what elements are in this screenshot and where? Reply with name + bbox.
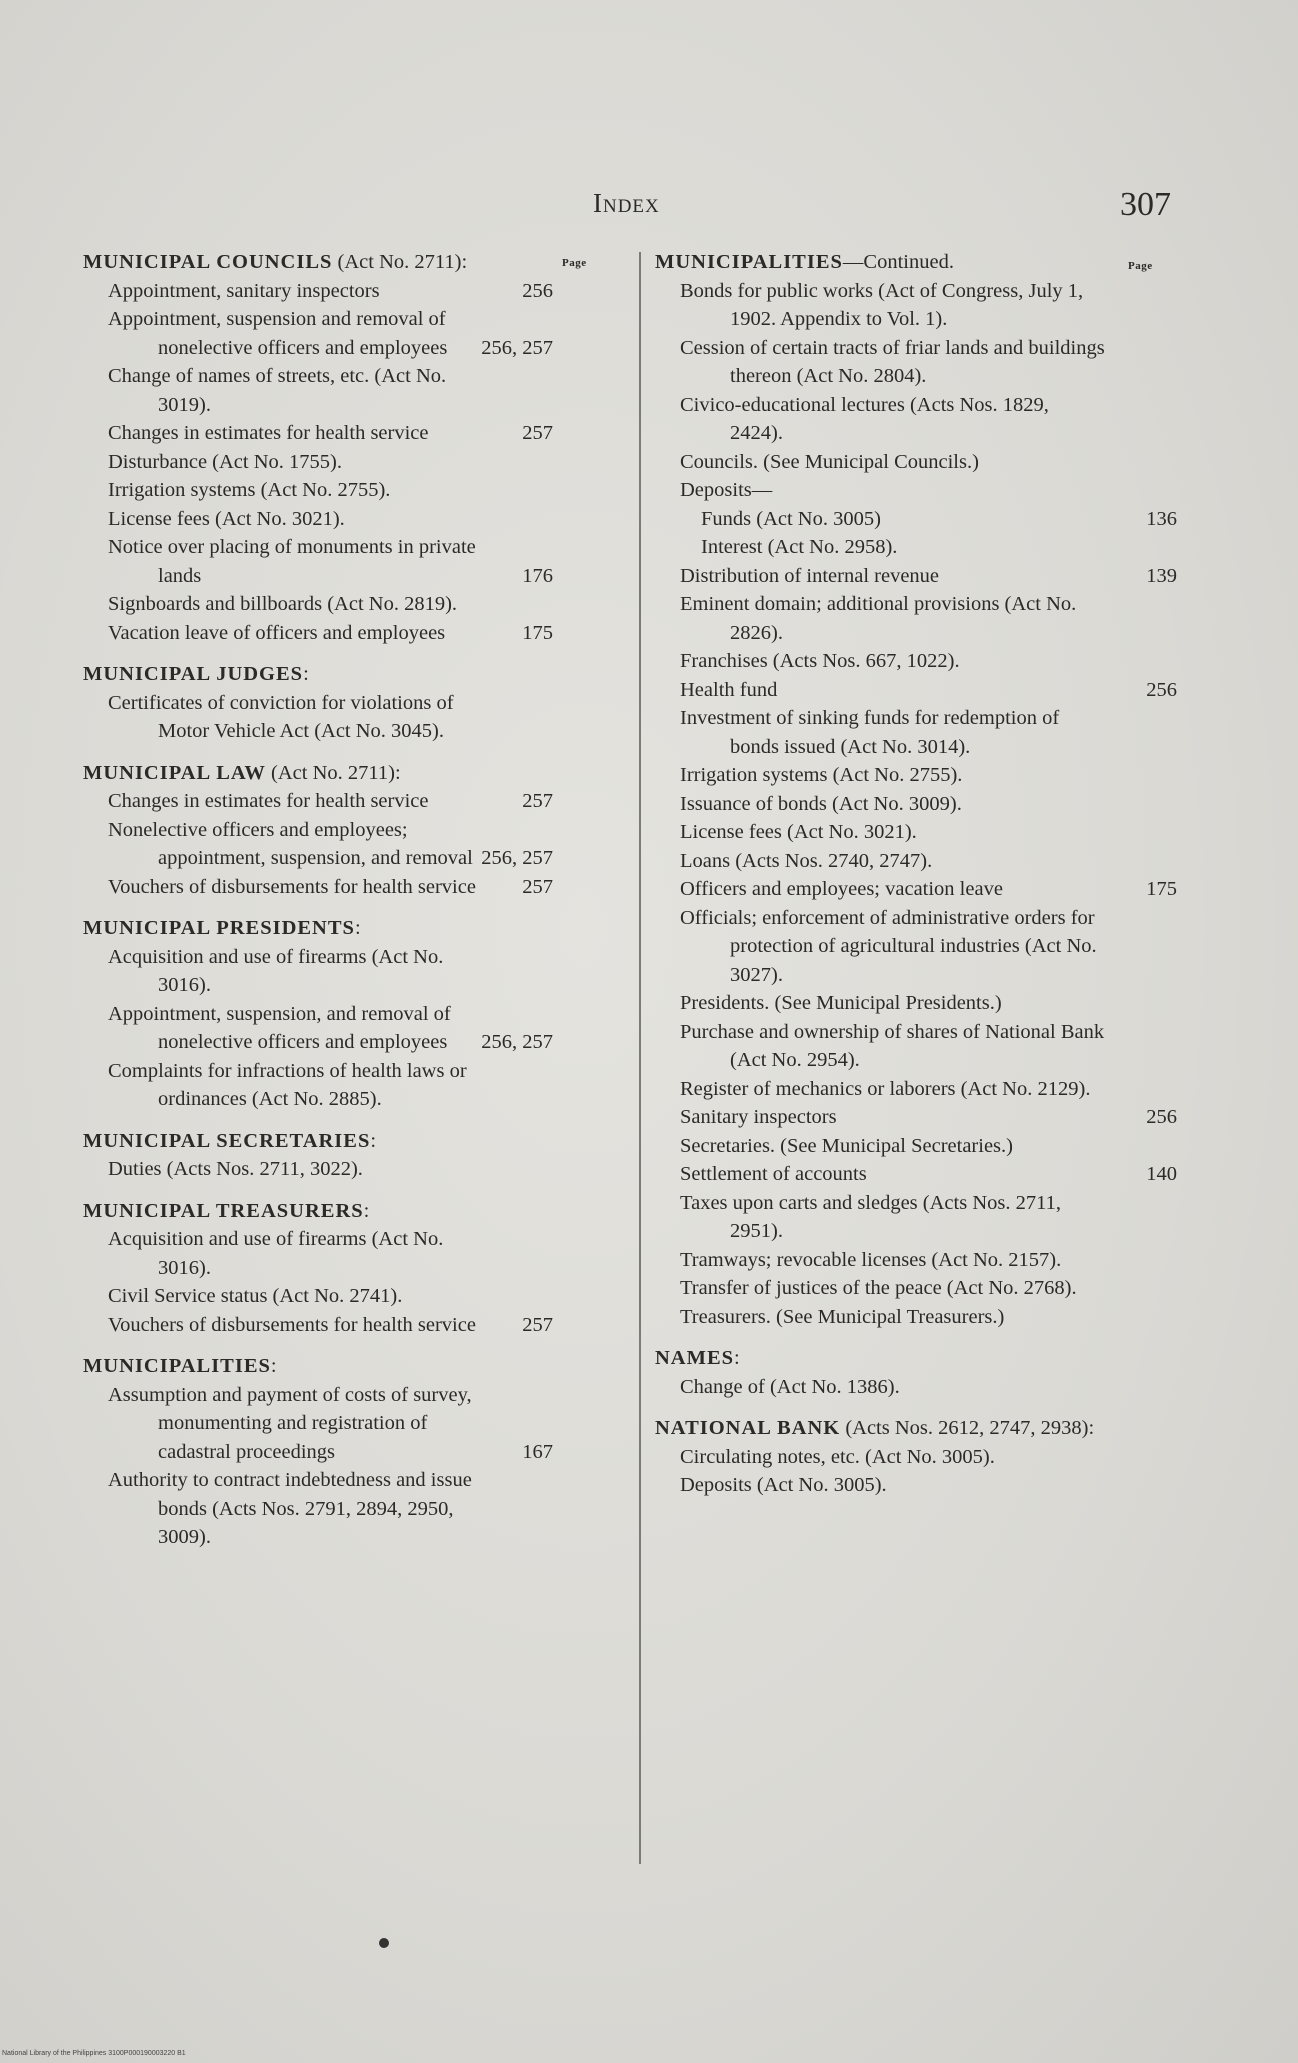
entry-page-ref: 256 — [522, 279, 553, 302]
entry-page-ref: 256, 257 — [481, 336, 553, 359]
index-entry — [83, 1000, 553, 1057]
entry-text: Purchase and ownership of shares of National Bank (Act No. 2954). — [680, 1020, 1105, 1071]
page-number: 307 — [1120, 186, 1171, 223]
entry-text: Civil Service status (Act No. 2741). — [108, 1285, 403, 1307]
entry-text: Complaints for infractions of health laws or ordinances (Act No. 2885). — [108, 1059, 467, 1110]
heading-term: MUNICIPAL JUDGES — [83, 663, 304, 685]
section-heading — [655, 248, 1177, 277]
heading-term: MUNICIPALITIES — [83, 1355, 271, 1377]
index-entry — [655, 1189, 1177, 1246]
entry-text: Councils. (See Municipal Councils.) — [680, 450, 979, 473]
index-entry — [83, 816, 553, 873]
entry-page-ref: 256, 257 — [481, 1031, 553, 1053]
entry-text: Notice over placing of monuments in private lands — [108, 536, 476, 587]
section-heading — [83, 759, 553, 788]
index-section — [83, 1352, 553, 1552]
index-entry — [655, 1160, 1177, 1189]
heading-term: MUNICIPAL PRESIDENTS — [83, 917, 355, 939]
entry-text: Presidents. (See Municipal Presidents.) — [680, 992, 1002, 1014]
entry-page-ref: 140 — [1146, 1163, 1177, 1185]
entry-text: Health fund — [680, 678, 778, 701]
index-entry — [655, 391, 1177, 448]
index-entry — [83, 873, 553, 902]
entry-text: Distribution of internal revenue — [680, 564, 940, 587]
index-entry — [655, 875, 1177, 904]
index-column-left — [83, 248, 553, 1565]
heading-note: : — [354, 917, 361, 939]
section-heading — [83, 1127, 553, 1156]
index-entry — [83, 419, 553, 448]
entry-text: Eminent domain; additional provisions (Act No. 2826). — [680, 593, 1077, 644]
index-entry — [655, 676, 1177, 705]
heading-note: : — [303, 663, 309, 685]
page-column-label-left: Page — [562, 257, 587, 269]
entry-text: Vacation leave of officers and employees — [108, 621, 446, 644]
index-entry — [655, 448, 1177, 477]
entry-page-ref: 256, 257 — [481, 847, 553, 869]
entry-text: Interest (Act No. 2958). — [701, 536, 898, 558]
section-heading — [83, 248, 553, 277]
entry-text: Deposits (Act No. 3005). — [680, 1474, 887, 1496]
heading-note: : — [734, 1347, 740, 1369]
entry-text: Authority to contract indebtedness and issue bonds (Acts Nos. 2791, 2894, 2950, 3009). — [108, 1469, 472, 1548]
index-entry — [83, 505, 553, 534]
index-section — [83, 660, 553, 746]
entry-page-ref: 175 — [522, 621, 553, 644]
entry-text: Secretaries. (See Municipal Secretaries.) — [680, 1134, 1013, 1157]
entry-text: Funds (Act No. 3005) — [701, 507, 881, 530]
index-entry — [655, 790, 1177, 819]
entry-text: Taxes upon carts and sledges (Acts Nos. 2711, 2951). — [680, 1191, 1061, 1242]
entry-page-ref: 136 — [1146, 507, 1177, 530]
entry-page-ref: 167 — [522, 1440, 553, 1463]
index-entry — [655, 847, 1177, 876]
entry-page-ref: 257 — [522, 790, 553, 812]
entry-text: Change of (Act No. 1386). — [680, 1375, 900, 1398]
entry-text: Change of names of streets, etc. (Act No. 3019). — [108, 365, 447, 416]
index-entry — [83, 448, 553, 477]
index-entry — [655, 761, 1177, 790]
section-heading — [655, 1344, 1177, 1373]
index-section — [83, 248, 553, 647]
section-heading — [83, 1197, 553, 1226]
index-section — [83, 1127, 553, 1184]
heading-note: (Act No. 2711): — [332, 251, 468, 273]
source-id: National Library of the Philippines 3100P000190003220 B1 — [2, 2050, 186, 2057]
heading-term: MUNICIPAL LAW — [83, 761, 266, 784]
index-section — [655, 1344, 1177, 1401]
entry-text: Signboards and billboards (Act No. 2819). — [108, 593, 458, 615]
index-section — [83, 1197, 553, 1340]
entry-page-ref: 176 — [522, 564, 553, 587]
heading-note: : — [370, 1129, 377, 1152]
entry-text: Appointment, sanitary inspectors — [108, 279, 380, 302]
index-entry — [83, 277, 553, 306]
page-column-label-right: Page — [1128, 260, 1153, 272]
entry-text: Nonelective officers and employees; appointment, suspension, and removal — [108, 818, 473, 869]
index-entry — [655, 1471, 1177, 1500]
section-heading — [655, 1414, 1177, 1443]
entry-text: Register of mechanics or laborers (Act No. 2129). — [680, 1077, 1091, 1100]
index-entry — [83, 943, 553, 1000]
index-entry — [83, 689, 553, 746]
entry-text: Appointment, suspension and removal of nonelective officers and employees — [108, 308, 448, 359]
entry-page-ref: 257 — [522, 422, 553, 444]
index-entry — [655, 704, 1177, 761]
entry-text: Transfer of justices of the peace (Act No. 2768). — [680, 1277, 1077, 1299]
entry-text: Appointment, suspension, and removal of nonelective officers and employees — [108, 1002, 451, 1053]
index-entry — [83, 362, 553, 419]
index-entry — [655, 1018, 1177, 1075]
section-heading — [83, 914, 553, 943]
index-entry — [655, 562, 1177, 591]
heading-term: NATIONAL BANK — [655, 1417, 841, 1439]
entry-text: Tramways; revocable licenses (Act No. 2157). — [680, 1248, 1062, 1271]
entry-text: Changes in estimates for health service — [108, 422, 429, 444]
index-entry — [655, 334, 1177, 391]
index-entry — [655, 904, 1177, 990]
index-entry — [655, 1103, 1177, 1132]
heading-note: : — [270, 1355, 277, 1377]
index-entry — [655, 533, 1177, 562]
entry-text: Changes in estimates for health service — [108, 790, 429, 812]
entry-text: Loans (Acts Nos. 2740, 2747). — [680, 849, 933, 872]
index-entry — [83, 1057, 553, 1114]
index-column-right — [655, 248, 1177, 1513]
heading-note: : — [363, 1199, 370, 1222]
index-entry — [655, 1246, 1177, 1275]
entry-text: Sanitary inspectors — [680, 1106, 837, 1128]
index-entry — [83, 1466, 553, 1552]
column-divider — [639, 252, 641, 1864]
entry-text: Officers and employees; vacation leave — [680, 878, 1003, 900]
entry-page-ref: 257 — [522, 1313, 553, 1336]
entry-text: Investment of sinking funds for redemption of bonds issued (Act No. 3014). — [680, 707, 1060, 758]
entry-text: Settlement of accounts — [680, 1163, 867, 1185]
entry-page-ref: 256 — [1146, 678, 1177, 701]
index-entry — [655, 1303, 1177, 1332]
entry-text: Acquisition and use of firearms (Act No. 3016). — [108, 945, 444, 996]
heading-note: (Acts Nos. 2612, 2747, 2938): — [840, 1417, 1095, 1439]
index-entry — [83, 1282, 553, 1311]
entry-text: Duties (Acts Nos. 2711, 3022). — [108, 1158, 363, 1180]
entry-text: Franchises (Acts Nos. 667, 1022). — [680, 650, 960, 672]
index-section — [655, 248, 1177, 1331]
entry-text: Bonds for public works (Act of Congress, July 1, 1902. Appendix to Vol. 1). — [680, 279, 1084, 330]
entry-text: Circulating notes, etc. (Act No. 3005). — [680, 1445, 995, 1468]
index-section — [83, 914, 553, 1114]
index-section — [83, 759, 553, 902]
entry-text: Vouchers of disbursements for health service — [108, 1313, 476, 1336]
entry-text: Disturbance (Act No. 1755). — [108, 450, 342, 473]
entry-page-ref: 256 — [1146, 1106, 1177, 1128]
index-entry — [655, 818, 1177, 847]
index-entry — [83, 305, 553, 362]
heading-term: MUNICIPAL TREASURERS — [83, 1199, 364, 1222]
section-heading — [83, 660, 553, 689]
index-entry — [655, 476, 1177, 505]
heading-note: —Continued. — [842, 251, 954, 273]
entry-text: Treasurers. (See Municipal Treasurers.) — [680, 1305, 1005, 1328]
index-entry — [83, 533, 553, 590]
index-entry — [655, 590, 1177, 647]
index-entry — [83, 787, 553, 816]
index-entry — [655, 1373, 1177, 1402]
entry-text: Cession of certain tracts of friar lands and buildings thereon (Act No. 2804). — [680, 336, 1105, 387]
heading-term: MUNICIPAL SECRETARIES — [83, 1129, 371, 1152]
index-entry — [655, 1274, 1177, 1303]
index-entry — [83, 1155, 553, 1184]
entry-text: License fees (Act No. 3021). — [108, 507, 345, 530]
index-entry — [83, 590, 553, 619]
index-entry — [655, 505, 1177, 534]
entry-text: Deposits— — [680, 479, 773, 501]
index-entry — [83, 1311, 553, 1340]
index-entry — [655, 1443, 1177, 1472]
index-entry — [83, 476, 553, 505]
entry-text: Issuance of bonds (Act No. 3009). — [680, 792, 962, 815]
section-heading — [83, 1352, 553, 1381]
entry-text: Irrigation systems (Act No. 2755). — [108, 479, 391, 501]
entry-text: Acquisition and use of firearms (Act No. 3016). — [108, 1228, 444, 1279]
entry-text: Irrigation systems (Act No. 2755). — [680, 764, 963, 786]
heading-term: NAMES — [655, 1347, 735, 1369]
ink-dot — [379, 1938, 389, 1948]
entry-text: Assumption and payment of costs of survey, monumenting and registration of cadastral proceedings — [108, 1383, 472, 1463]
entry-text: Civico-educational lectures (Acts Nos. 1829, 2424). — [680, 393, 1049, 444]
entry-text: License fees (Act No. 3021). — [680, 821, 917, 843]
entry-text: Vouchers of disbursements for health service — [108, 875, 476, 898]
entry-page-ref: 175 — [1146, 878, 1177, 900]
heading-term: MUNICIPAL COUNCILS — [83, 251, 333, 273]
heading-note: (Act No. 2711): — [265, 761, 401, 784]
entry-page-ref: 139 — [1146, 564, 1177, 587]
entry-page-ref: 257 — [522, 875, 553, 898]
page-title: Index — [593, 188, 660, 218]
index-entry — [655, 277, 1177, 334]
index-section — [655, 1414, 1177, 1500]
index-entry — [83, 1225, 553, 1282]
entry-text: Certificates of conviction for violations of Motor Vehicle Act (Act No. 3045). — [108, 691, 454, 742]
index-entry — [655, 1075, 1177, 1104]
index-entry — [655, 647, 1177, 676]
entry-text: Officials; enforcement of administrative orders for protection of agricultural industries (Act No. 3027). — [680, 906, 1097, 986]
index-entry — [83, 1381, 553, 1467]
index-entry — [655, 989, 1177, 1018]
heading-term: MUNICIPALITIES — [655, 251, 843, 273]
index-entry — [655, 1132, 1177, 1161]
index-entry — [83, 619, 553, 648]
